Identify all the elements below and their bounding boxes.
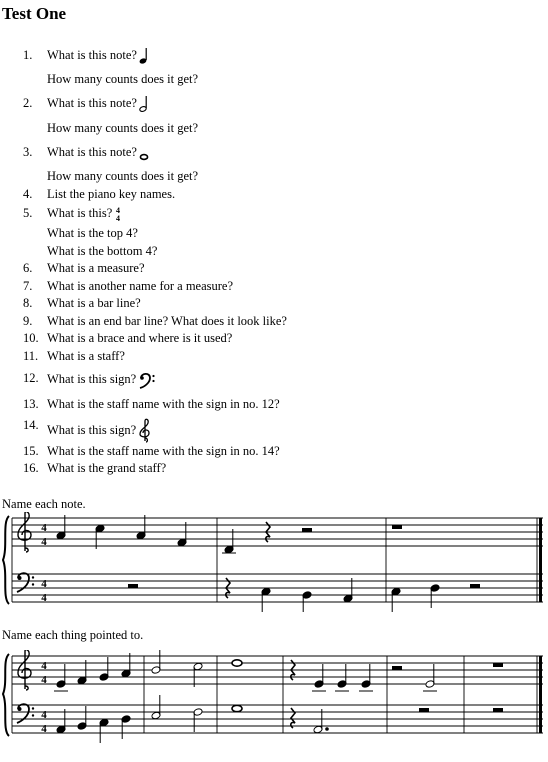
time-signature-bottom: 4 [41,592,47,604]
grand-staff-2 [0,650,548,746]
half-rest-icon [392,666,402,670]
whole-note-icon [139,145,149,161]
question-text: What is a brace and where is it used? [47,331,233,345]
time-signature-bottom: 4 [41,536,47,548]
question-text: What is this sign? [47,371,137,386]
time-signature-bottom: 4 [116,214,121,223]
question-text: What is a staff? [47,349,125,363]
quarter-note-icon [139,48,149,64]
question-number: 11. [23,349,39,363]
exercise-1-caption: Name each note. [2,497,86,511]
question-text: What is this? [47,206,113,220]
exercise-2-caption: Name each thing pointed to. [2,628,144,642]
question-3-sub: How many counts does it get? [47,169,199,183]
question-text: What is this sign? [47,422,137,437]
bass-clef-icon [138,371,156,389]
time-signature-top: 4 [41,578,47,590]
question-number: 2. [23,96,33,110]
bass-clef-icon [17,573,34,592]
time-signature-top: 4 [41,709,47,721]
half-rest-icon [470,584,480,588]
question-text: What is an end bar line? What does it look like? [47,314,287,328]
question-text: What is a bar line? [47,296,141,310]
bass-clef-icon [17,704,34,723]
end-bar-line-thick [539,518,542,602]
half-rest-icon [302,528,312,532]
time-signature-bottom: 4 [41,674,47,686]
question-text: What is another name for a measure? [47,279,234,293]
question-number: 9. [23,314,33,328]
question-number: 14. [23,418,39,432]
question-text: What is the staff name with the sign in no. 14? [47,444,280,458]
question-2-sub: How many counts does it get? [47,121,199,135]
whole-rest-icon [392,525,402,529]
question-number: 4. [23,187,33,201]
question-number: 3. [23,145,33,159]
treble-clef-icon [138,418,152,444]
whole-rest-icon [493,663,503,667]
question-5-sub: What is the top 4? [47,226,138,240]
time-signature-bottom: 4 [41,723,47,735]
time-signature-top: 4 [116,206,121,216]
whole-rest-icon [419,708,429,712]
question-number: 1. [23,48,33,62]
quarter-rest-icon [291,708,295,728]
question-5-sub2: What is the bottom 4? [47,244,158,258]
question-text: What is this note? [47,145,137,159]
question-number: 12. [23,371,39,385]
question-number: 15. [23,444,39,458]
time-signature-top: 4 [41,660,47,672]
question-number: 8. [23,296,33,310]
question-1-sub: How many counts does it get? [47,72,199,86]
half-rest-icon [128,584,138,588]
question-number: 16. [23,461,39,475]
time-signature-icon [114,206,122,222]
question-text: What is a measure? [47,261,145,275]
brace-icon [3,654,9,736]
question-text: What is the staff name with the sign in no. 12? [47,397,280,411]
end-bar-line-thick [539,656,542,733]
question-text: What is this note? [47,48,137,62]
whole-rest-icon [493,708,503,712]
page-title: Test One [2,4,67,23]
question-number: 13. [23,397,39,411]
question-number: 6. [23,261,33,275]
grand-staff-1 [0,512,548,612]
treble-notes [56,515,236,554]
question-text: What is the grand staff? [47,461,167,475]
question-number: 7. [23,279,33,293]
half-note-icon [139,96,149,112]
time-signature-top: 4 [41,522,47,534]
question-number: 10. [23,331,39,345]
brace-icon [3,516,9,604]
question-number: 5. [23,206,33,220]
question-text: What is this note? [47,96,137,110]
question-text: List the piano key names. [47,187,176,201]
